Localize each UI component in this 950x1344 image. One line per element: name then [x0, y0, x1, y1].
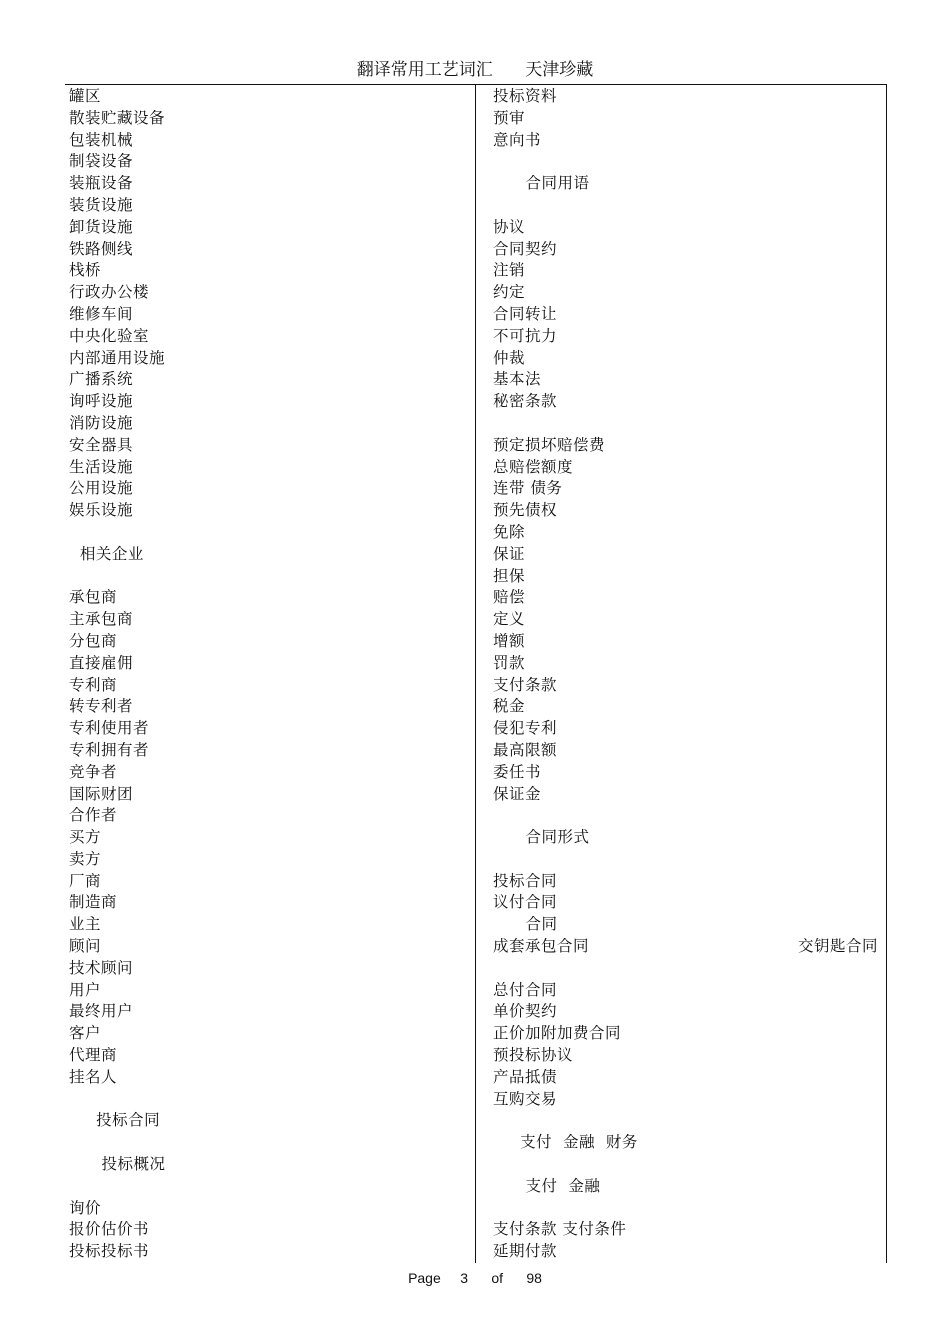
- left-term: 安全器具: [69, 435, 134, 454]
- left-term: 顾问: [69, 937, 102, 956]
- right-term: 合同转让: [493, 304, 558, 323]
- left-term: [69, 1132, 469, 1154]
- right-term: [493, 195, 878, 217]
- right-term: 预定损坏赔偿费: [493, 435, 606, 454]
- left-term: 最终用户: [69, 1002, 134, 1021]
- left-term: 投标合同: [69, 1111, 161, 1130]
- right-term: 约定: [493, 283, 526, 302]
- right-term: 合同契约: [493, 239, 558, 258]
- right-term: 总付合同: [493, 980, 558, 999]
- right-term: 支付条款 支付条件: [493, 1220, 627, 1239]
- left-term: 国际财团: [69, 784, 134, 803]
- right-term: [493, 958, 878, 980]
- left-term: 代理商: [69, 1046, 118, 1065]
- left-term: 主承包商: [69, 610, 134, 629]
- right-term: 增额: [493, 631, 526, 650]
- right-term: 预审: [493, 108, 526, 127]
- left-term: 行政办公楼: [69, 283, 150, 302]
- right-term: 互购交易: [493, 1089, 558, 1108]
- left-term: 相关企业: [69, 544, 144, 563]
- left-term: 专利使用者: [69, 719, 150, 738]
- right-term: [493, 1110, 878, 1132]
- left-term: 制袋设备: [69, 152, 134, 171]
- right-border: [886, 84, 887, 1263]
- left-term: 承包商: [69, 588, 118, 607]
- left-term: 广播系统: [69, 370, 134, 389]
- column-divider: [475, 84, 476, 1263]
- left-term: 娱乐设施: [69, 501, 134, 520]
- right-term: 协议: [493, 217, 526, 236]
- right-extra-term: 交钥匙合同: [797, 937, 878, 956]
- left-term: 询价: [69, 1198, 102, 1217]
- left-term: 装瓶设备: [69, 174, 134, 193]
- right-term: 预投标协议: [493, 1046, 574, 1065]
- left-term: 装货设施: [69, 195, 134, 214]
- left-term: 栈桥: [69, 261, 102, 280]
- page-header: 翻译常用工艺词汇 天津珍藏: [356, 60, 594, 80]
- right-term: 总赔偿额度: [493, 457, 574, 476]
- right-term: 成套承包合同 交钥匙合同: [493, 936, 878, 958]
- right-term: 秘密条款: [493, 392, 558, 411]
- right-term: 延期付款: [493, 1242, 558, 1261]
- right-term: [493, 1198, 878, 1220]
- left-term: 维修车间: [69, 304, 134, 323]
- right-term: 支付 金融: [493, 1176, 601, 1195]
- left-term: 分包商: [69, 631, 118, 650]
- right-term: 税金: [493, 697, 526, 716]
- left-term: 制造商: [69, 893, 118, 912]
- right-term: 投标资料: [493, 87, 558, 105]
- left-term: 转专利者: [69, 697, 134, 716]
- left-term: 卸货设施: [69, 217, 134, 236]
- right-term: 定义: [493, 610, 526, 629]
- left-term: 公用设施: [69, 479, 134, 498]
- left-term: 罐区: [69, 87, 102, 105]
- right-term-column: [493, 86, 878, 1263]
- left-term: 内部通用设施: [69, 348, 166, 367]
- left-term: 卖方: [69, 849, 102, 868]
- right-term: [493, 1154, 878, 1176]
- right-term: 支付 金融 财务: [493, 1133, 638, 1152]
- left-term: 询呼设施: [69, 392, 134, 411]
- right-term: 基本法: [493, 370, 542, 389]
- left-term: 投标投标书: [69, 1242, 150, 1261]
- left-term: 投标概况: [69, 1155, 166, 1174]
- right-term: [493, 413, 878, 435]
- left-term: 生活设施: [69, 457, 134, 476]
- right-term: 保证金: [493, 784, 542, 803]
- left-term: 客户: [69, 1024, 102, 1043]
- right-term: 单价契约: [493, 1002, 558, 1021]
- left-term: 合作者: [69, 806, 118, 825]
- right-term: 注销: [493, 261, 526, 280]
- left-term: 专利商: [69, 675, 118, 694]
- right-term: 投标合同: [493, 871, 558, 890]
- right-term: 支付条款: [493, 675, 558, 694]
- right-term: 免除: [493, 522, 526, 541]
- left-term: 技术顾问: [69, 958, 134, 977]
- right-term: 连带 债务: [493, 479, 563, 498]
- header-rule: [65, 84, 887, 85]
- left-term: 买方: [69, 828, 102, 847]
- left-term: 散装贮藏设备: [69, 108, 166, 127]
- left-term: 包装机械: [69, 130, 134, 149]
- left-term: 消防设施: [69, 413, 134, 432]
- left-term: 铁路侧线: [69, 239, 134, 258]
- left-term: 直接雇佣: [69, 653, 134, 672]
- right-term: [493, 849, 878, 871]
- right-term: 保证: [493, 544, 526, 563]
- left-term: 业主: [69, 915, 102, 934]
- right-term: 正价加附加费合同: [493, 1024, 622, 1043]
- right-term: [493, 151, 878, 173]
- left-term-column: [69, 86, 469, 1263]
- left-term: 竞争者: [69, 762, 118, 781]
- left-term: 用户: [69, 980, 102, 999]
- right-term: 合同用语: [493, 174, 590, 193]
- page-footer: Page 3 of 98: [408, 1270, 542, 1286]
- right-term: 意向书: [493, 130, 542, 149]
- right-term: 产品抵债: [493, 1067, 558, 1086]
- left-term: 中央化验室: [69, 326, 150, 345]
- left-term: 厂商: [69, 871, 102, 890]
- right-term: 赔偿: [493, 588, 526, 607]
- right-term: 最高限额: [493, 740, 558, 759]
- left-term: [69, 1089, 469, 1111]
- right-term: 仲裁: [493, 348, 526, 367]
- left-term: 专利拥有者: [69, 740, 150, 759]
- right-term: 议付合同: [493, 893, 558, 912]
- left-term: [69, 522, 469, 544]
- left-term: 挂名人: [69, 1067, 118, 1086]
- right-term: [493, 805, 878, 827]
- right-term: 侵犯专利: [493, 719, 558, 738]
- left-term: 报价估价书: [69, 1220, 150, 1239]
- right-term: 委任书: [493, 762, 542, 781]
- right-term: 合同: [493, 915, 558, 934]
- right-term: 担保: [493, 566, 526, 585]
- left-term: [69, 1176, 469, 1198]
- right-term: 预先债权: [493, 501, 558, 520]
- right-term: 罚款: [493, 653, 526, 672]
- right-term: 合同形式: [493, 828, 590, 847]
- right-term: 不可抗力: [493, 326, 558, 345]
- left-term: [69, 566, 469, 588]
